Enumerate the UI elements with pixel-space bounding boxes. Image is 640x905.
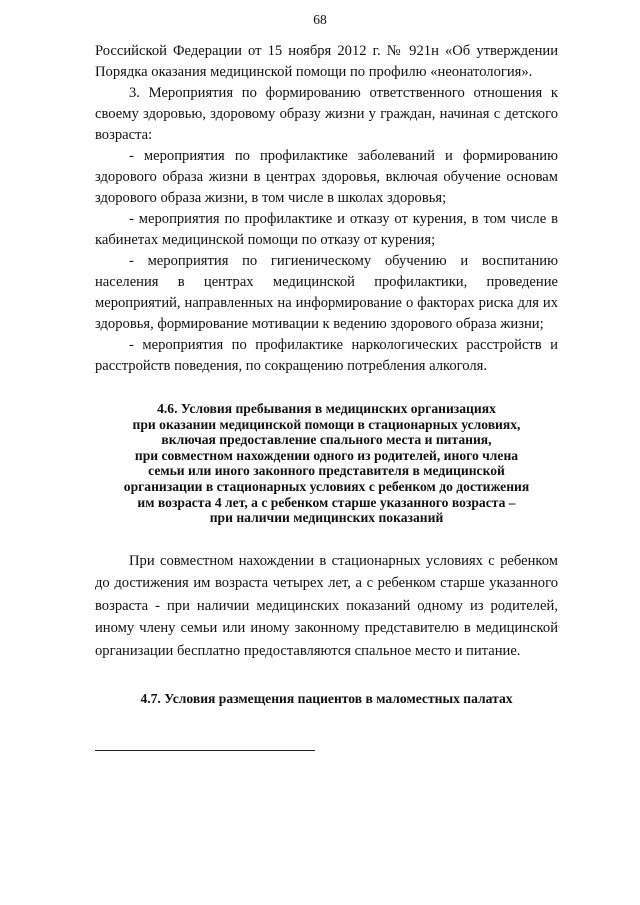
page-content — [95, 41, 558, 707]
page-number: 68 — [313, 12, 327, 27]
bullet-paragraph-smoking: - мероприятия по профилактике и отказу от курения, в том числе в кабинетах медицинской помощи по отказу от курения; — [95, 211, 558, 248]
item-3-paragraph: 3. Мероприятия по формированию ответственного отношения к своему здоровью, здоровому образу жизни у граждан, начиная с детского возраста: — [95, 85, 558, 143]
heading-line: при совместном нахождении одного из родителей, иного члена — [134, 447, 519, 463]
heading-line: 4.6. Условия пребывания в медицинских организациях — [157, 401, 496, 416]
bullet-paragraph-health-centers: - мероприятия по профилактике заболеваний и формированию здорового образа жизни в центрах здоровья, включая обучение основам здорового образа жизни, в том числе в школах здоровья; — [95, 148, 558, 206]
section-4-6-heading — [95, 401, 558, 526]
heading-line: им возраста 4 лет, а с ребенком старше указанного возраста – — [137, 494, 516, 510]
heading-line: организации в стационарных условиях с ребенком до достижения — [123, 478, 530, 494]
section-4-7-heading: 4.7. Условия размещения пациентов в маломестных палатах — [140, 691, 513, 707]
heading-line: включая предоставление спального места и питания, — [161, 432, 492, 448]
bullet-paragraph-hygiene-education: - мероприятия по гигиеническому обучению и воспитанию населения в центрах медицинской профилактики, проведение мероприятий, направленных на информирование о факторах риска для их здоровья, формирование мотивации к ведению здорового образа жизни; — [95, 253, 558, 332]
heading-line: при наличии медицинских показаний — [209, 510, 444, 526]
heading-line: семьи или иного законного представителя в медицинской — [148, 463, 505, 479]
footnote-separator-line — [95, 750, 315, 751]
intro-paragraph: Российской Федерации от 15 ноября 2012 г. № 921н «Об утверждении Порядка оказания медицинской помощи по профилю «неонатология». — [95, 43, 558, 80]
section-4-6-body: При совместном нахождении в стационарных условиях с ребенком до достижения им возраста четырех лет, а с ребенком старше указанного возраста - при наличии медицинских показаний одному из родителей, иному члену семьи или иному законному представителю в медицинской организации бесплатно предоставляются спальное место и питание. — [95, 552, 558, 659]
heading-line: при оказании медицинской помощи в стационарных условиях, — [132, 416, 521, 432]
bullet-paragraph-addiction: - мероприятия по профилактике наркологических расстройств и расстройств поведения, по сокращению потребления алкоголя. — [95, 337, 558, 374]
